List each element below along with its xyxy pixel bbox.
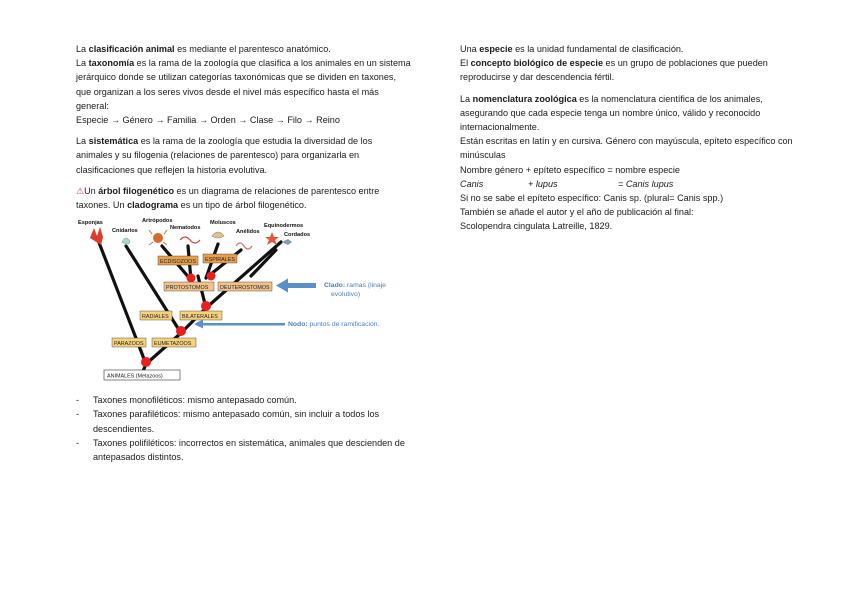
cladogram-figure (76, 216, 406, 381)
left-column (76, 42, 411, 464)
text: El (460, 58, 471, 69)
term-clasificacion-animal: clasificación animal (88, 44, 175, 54)
term-sistematica: sistemática (88, 136, 139, 147)
text: es un tipo de árbol filogenético. (178, 200, 307, 211)
text: Una (460, 44, 480, 54)
box-parazoos: PARAZOOS (114, 341, 144, 348)
box-deuterostomos: DEUTEROSTOMOS (220, 285, 270, 292)
text: La (460, 93, 473, 104)
box-bilaterales: BILATERALES (182, 314, 218, 321)
author-rule: También se añade el autor y el año de publicación al final: (460, 207, 694, 218)
text: Un (84, 185, 99, 196)
box-radiales: RADIALES (142, 314, 169, 321)
arrow-icon: → (108, 115, 123, 126)
term-cladograma: cladograma (127, 200, 179, 211)
example-species: = Canis lupus (618, 178, 674, 189)
box-eumetazoos: EUMETAZOOS (154, 341, 192, 348)
box-protostomos: PROTOSTOMOS (166, 285, 209, 292)
node (187, 274, 196, 283)
sp-rule: Si no se sabe el epíteto específico: Canis sp. (plural= Canis spp.) (460, 193, 724, 204)
hierarchy-rank: Reino (316, 115, 340, 126)
text: es la rama de la zoología que clasifica a los animales en un sistema jerárquico donde se utilizan categorías taxonómicas que se dividen en taxones, que organizan a los seres vivos desde el nivel más específico hasta el más general: (76, 58, 411, 111)
text: es la rama de la zoología que estudia la diversidad de los animales y su filogenia (relaciones de parentesco) para organizarla en clasificaciones que reflejen la historia evolutiva. (76, 136, 373, 175)
text: La (76, 58, 89, 69)
example-epithet: + lupus (528, 178, 558, 189)
list-item: - Taxones monofiléticos: mismo antepasado común. (76, 393, 411, 407)
term-concepto-biologico: concepto biológico de especie (470, 58, 604, 69)
nematode-icon (180, 237, 200, 243)
list-item: - Taxones polifiléticos: incorrectos en sistemática, animales que descienden de antepasados distintos. (76, 436, 411, 464)
box-animales: ANIMALES (Metazoos) (107, 373, 163, 380)
node (201, 301, 211, 311)
hierarchy-rank: Clase (249, 115, 274, 126)
taxon-label: Cordados (284, 232, 311, 239)
paragraph-taxonomia (76, 56, 411, 113)
sponge-icon (90, 227, 103, 245)
paragraph-concepto-biologico (460, 56, 800, 84)
latin-rule: Están escritas en latín y en cursiva. Género con mayúscula, epíteto específico con minúsculas (460, 136, 793, 161)
node (176, 326, 186, 336)
term-nomenclatura-zoologica: nomenclatura zoológica (472, 93, 577, 104)
arrow-icon: → (273, 115, 288, 126)
taxon-label: Cnidarios (112, 228, 138, 235)
name-formula: Nombre género + epíteto específico = nombre especie (460, 164, 680, 175)
echinoderm-icon (265, 232, 279, 245)
taxon-types-list (76, 393, 411, 464)
hierarchy-rank: Género (122, 115, 153, 126)
taxon-label: Nematodos (170, 225, 201, 232)
term-taxonomia: taxonomía (88, 58, 135, 69)
hierarchy-rank: Orden (210, 115, 236, 126)
arrow-icon: → (235, 115, 250, 126)
clado-label-line2: evolutivo) (331, 291, 361, 299)
text: es la unidad fundamental de clasificación. (512, 44, 684, 54)
nodo-label: Nodo: puntos de ramificación. (288, 321, 380, 329)
text: es un grupo de poblaciones que pueden reproducirse y dar descendencia fértil. (460, 58, 768, 83)
taxon-label: Anélidos (236, 229, 260, 236)
paragraph-sistematica (76, 134, 411, 177)
arrow-icon: → (196, 115, 211, 126)
author-example: Scolopendra cingulata Latreille, 1829. (460, 221, 613, 232)
example-genus: Canis (460, 178, 484, 189)
taxon-label: Artrópodos (142, 218, 173, 225)
chordate-icon (282, 239, 292, 245)
hierarchy-rank: Filo (287, 115, 302, 126)
annelid-icon (236, 243, 252, 249)
paragraph-nomenclatura (460, 92, 800, 135)
paragraph-especie (460, 42, 800, 56)
clado-arrow (276, 279, 316, 293)
box-espirales: ESPIRALES (205, 257, 235, 264)
cnidarian-icon (122, 238, 130, 244)
taxonomic-hierarchy (76, 113, 411, 127)
text: es mediante el parentesco anatómico. (174, 44, 331, 54)
taxon-label: Esponjas (78, 220, 103, 227)
node (207, 272, 216, 281)
cladogram-svg (76, 216, 406, 381)
mollusc-icon (212, 232, 224, 238)
arrow-labels (288, 282, 386, 328)
taxa-labels (78, 218, 310, 238)
paragraph-arbol (76, 184, 411, 212)
clado-label: Clado: ramas (linaje (324, 282, 386, 290)
name-example (460, 177, 800, 191)
list-item: - Taxones parafiléticos: mismo antepasado común, sin incluir a todos los descendientes. (76, 407, 411, 435)
term-arbol-filogenetico: árbol filogenético (98, 185, 175, 196)
warning-icon: ⚠ (76, 185, 85, 196)
arrow-icon: → (152, 115, 168, 126)
taxon-label: Equinodermos (264, 223, 304, 230)
box-ecdisozoos: ECDISOZOOS (160, 259, 196, 266)
node (141, 357, 151, 367)
arthropod-icon (149, 230, 167, 245)
paragraph-clasificacion (76, 42, 411, 56)
arrow-icon: → (301, 115, 317, 126)
text: es la nomenclatura científica de los animales, asegurando que cada especie tenga un nombre único, válido y reconocido internacionalmente. (460, 93, 763, 133)
taxon-label: Moluscos (210, 220, 236, 227)
hierarchy-rank: Especie (76, 115, 109, 126)
term-especie: especie (479, 44, 513, 54)
nodo-arrow (194, 320, 285, 329)
right-column (460, 42, 800, 234)
hierarchy-rank: Familia (167, 115, 197, 126)
text: es un diagrama de relaciones de parentesco entre taxones. Un (76, 185, 380, 211)
text: La (76, 44, 89, 54)
text: La (76, 136, 89, 147)
